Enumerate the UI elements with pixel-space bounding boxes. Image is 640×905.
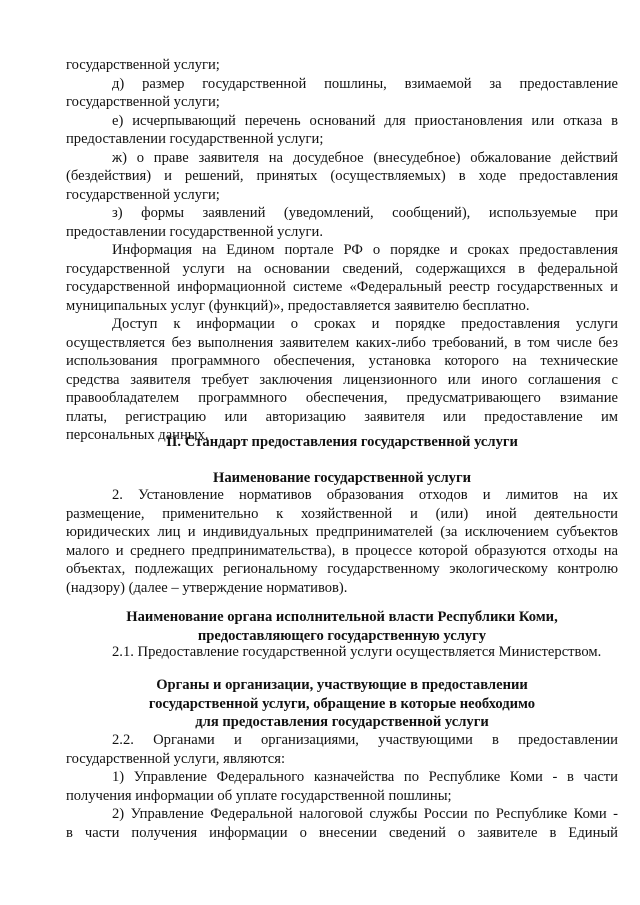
- text-line: малого и среднего предпринимательства), в процессе которой образуются отходы на: [66, 542, 618, 559]
- section-title: II. Стандарт предоставления государственной услуги: [166, 434, 518, 450]
- text-line: получения информации об уплате государственной пошлины;: [66, 787, 452, 804]
- text-line: з) формы заявлений (уведомлений, сообщений), используемые при: [112, 205, 618, 221]
- text-line: предоставлении государственной услуги.: [66, 223, 323, 240]
- text-line: 1) Управление Федерального казначейства по Республике Коми - в части: [112, 769, 618, 785]
- text-line: персональных данных.: [66, 427, 209, 443]
- text-line: 2.1. Предоставление государственной услуги осуществляется Министерством.: [112, 644, 602, 660]
- text-line: размещение, применительно к хозяйственной и (или) иной деятельности: [66, 505, 618, 522]
- text-line: государственной информационной системе «Федеральный реестр государственных и: [66, 279, 618, 295]
- text-line: государственной услуги;: [66, 57, 220, 73]
- text-line: 2. Установление нормативов образования отходов и лимитов на их: [112, 487, 618, 503]
- text-line: Информация на Едином портале РФ о порядке и сроках предоставления: [112, 242, 618, 258]
- text-line: д) размер государственной пошлины, взимаемой за предоставление: [112, 75, 618, 92]
- text-line: (надзору) (далее – утверждение нормативов).: [66, 579, 348, 596]
- heading-bodies-line-2: государственной услуги, обращение в которые необходимо: [148, 695, 536, 712]
- heading-bodies-line-3: для предоставления государственной услуги: [195, 714, 489, 730]
- text-line: государственной услуги;: [66, 186, 220, 203]
- text-line: юридических лиц и индивидуальных предпринимателей (за исключением субъектов: [66, 524, 618, 540]
- heading-service-name: Наименование государственной услуги: [213, 470, 471, 486]
- text-line: Доступ к информации о сроках и порядке предоставления услуги: [112, 316, 618, 332]
- text-line: 2.2. Органами и организациями, участвующими в предоставлении: [112, 732, 618, 748]
- heading-organ-line-2: предоставляющего государственную услугу: [197, 627, 487, 644]
- text-line: государственной услуги на основании сведений, содержащихся в федеральной: [66, 260, 618, 277]
- text-line: использования программного обеспечения, установка которого на технические: [66, 353, 618, 369]
- text-line: правообладателем программного обеспечения, предусматривающего взимание: [66, 390, 618, 406]
- text-line: осуществляется без выполнения заявителем каких-либо требований, в том числе без: [66, 334, 618, 351]
- text-line: средства заявителя требует заключения лицензионного или иного соглашения с: [66, 371, 618, 388]
- text-line: предоставлении государственной услуги;: [66, 131, 324, 147]
- text-line: объектах, подлежащих региональному государственному экологическому контролю: [66, 561, 618, 577]
- heading-bodies-line-1: Органы и организации, участвующие в предоставлении: [156, 677, 528, 693]
- text-line: в части получения информации о внесении сведений о заявителе в Единый: [66, 824, 618, 841]
- text-line: муниципальных услуг (функций)», предоставляется заявителю бесплатно.: [66, 297, 530, 314]
- text-line: е) исчерпывающий перечень оснований для приостановления или отказа в: [112, 112, 618, 129]
- text-line: (бездействия) и решений, принятых (осуществляемых) в ходе предоставления: [66, 168, 618, 184]
- text-line: ж) о праве заявителя на досудебное (внесудебное) обжалование действий: [112, 149, 618, 166]
- heading-organ-line-1: Наименование органа исполнительной власти Республики Коми,: [126, 609, 558, 625]
- text-line: государственной услуги, являются:: [66, 750, 286, 767]
- text-line: платы, регистрацию или авторизацию заявителя или предоставление им: [66, 408, 618, 425]
- text-line: 2) Управление Федеральной налоговой службы России по Республике Коми -: [112, 806, 618, 822]
- text-line: государственной услуги;: [66, 94, 220, 110]
